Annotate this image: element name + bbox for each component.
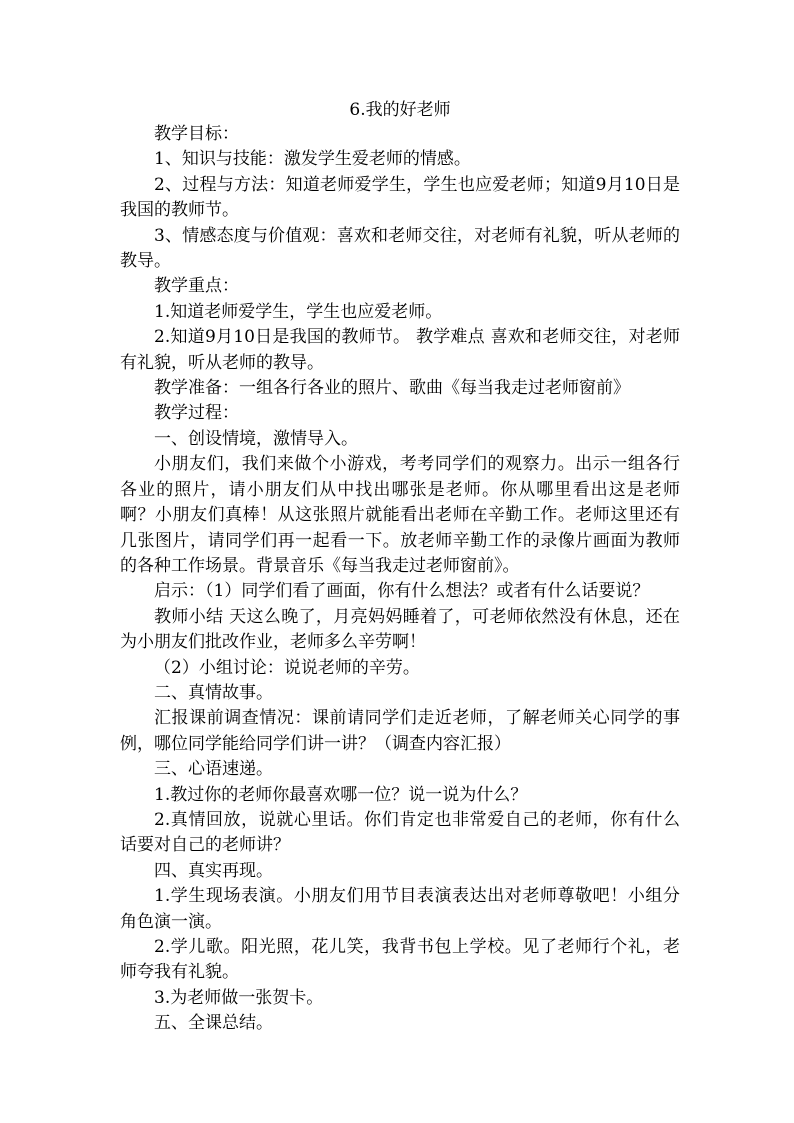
paragraph: 1.教过你的老师你最喜欢哪一位？说一说为什么？ bbox=[154, 784, 528, 805]
document-title: 6.我的好老师 bbox=[349, 100, 451, 120]
paragraph: 教学目标： bbox=[154, 124, 239, 144]
paragraph: 三、心语速递。 bbox=[154, 759, 273, 780]
paragraph: 3、情感态度与价值观：喜欢和老师交往，对老师有礼貌，听从老师的教导。 bbox=[120, 225, 680, 272]
paragraph: 2.真情回放，说就心里话。你们肯定也非常爱自己的老师，你有什么话要对自己的老师讲？ bbox=[120, 809, 680, 856]
paragraph: 五、全课总结。 bbox=[154, 1013, 273, 1034]
paragraph: 启示：（1）同学们看了画面，你有什么想法？或者有什么话要说？ bbox=[154, 581, 650, 602]
paragraph: 汇报课前调查情况：课前请同学们走近老师，了解老师关心同学的事例，哪位同学能给同学们讲一讲？（调查内容汇报） bbox=[120, 708, 680, 754]
paragraph: 二、真情故事。 bbox=[154, 682, 273, 703]
paragraph: 一、创设情境，激情导入。 bbox=[154, 428, 358, 449]
paragraph: 2.知道9月10日是我国的教师节。 教学难点 喜欢和老师交往，对老师有礼貌，听从老师的教导。 bbox=[120, 327, 680, 373]
paragraph: 1.学生现场表演。小朋友们用节目表演表达出对老师尊敬吧！小组分角色演一演。 bbox=[120, 886, 680, 932]
paragraph: 教学过程： bbox=[154, 403, 239, 424]
paragraph: 教学重点： bbox=[154, 276, 239, 297]
paragraph: 教学准备：一组各行各业的照片、歌曲《每当我走过老师窗前》 bbox=[154, 378, 630, 399]
document-body bbox=[120, 122, 680, 1037]
paragraph: 1、知识与技能：激发学生爱老师的情感。 bbox=[154, 149, 471, 170]
paragraph: （2）小组讨论：说说老师的辛劳。 bbox=[154, 657, 420, 678]
paragraph: 2.学儿歌。阳光照，花儿笑，我背书包上学校。见了老师行个礼，老师夸我有礼貌。 bbox=[120, 937, 680, 983]
paragraph: 2、过程与方法：知道老师爱学生，学生也应爱老师；知道9月10日是我国的教师节。 bbox=[120, 174, 680, 221]
paragraph: 小朋友们，我们来做个小游戏，考考同学们的观察力。出示一组各行各业的照片，请小朋友们从中找出哪张是老师。你从哪里看出这是老师啊？小朋友们真棒！从这张照片就能看出老师在辛勤工作。老师这里还有几张图片，请同学们再一起看一下。放老师辛勤工作的录像片画面为教师的各种工作场景。背景音乐《每当我走过老师窗前》。 bbox=[120, 454, 680, 576]
paragraph: 教师小结 天这么晚了，月亮妈妈睡着了，可老师依然没有休息，还在为小朋友们批改作业，老师多么辛劳啊！ bbox=[120, 606, 680, 653]
paragraph: 四、真实再现。 bbox=[154, 860, 273, 881]
paragraph: 3.为老师做一张贺卡。 bbox=[154, 987, 324, 1008]
paragraph: 1.知道老师爱学生，学生也应爱老师。 bbox=[154, 301, 443, 322]
